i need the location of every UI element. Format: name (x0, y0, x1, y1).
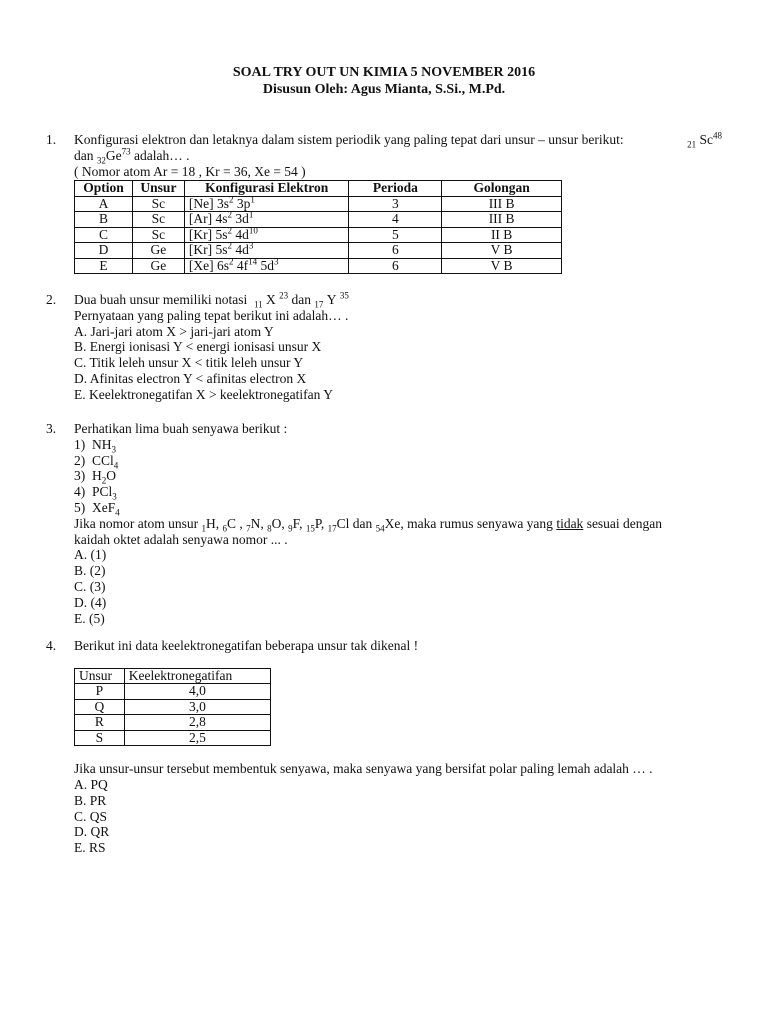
answer-option: E. Keelektronegatifan X > keelektronegatifan Y (74, 386, 333, 402)
answer-option: B. (2) (74, 563, 106, 579)
answer-option: E. RS (74, 840, 106, 856)
table-header-row (75, 668, 271, 684)
question-number: 4. (46, 638, 57, 653)
group-cell: V B (442, 258, 562, 274)
option-cell: B (75, 212, 133, 228)
question-number: 2. (46, 292, 57, 307)
answer-options (74, 324, 722, 403)
answer-options (74, 777, 722, 856)
question-intro: Perhatikan lima buah senyawa berikut : (74, 421, 288, 436)
configuration-cell: [Kr] $5s^2$ $4d^3$ (184, 243, 349, 259)
question-intro: Berikut ini data keelektronegatifan beberapa unsur tak dikenal ! (74, 638, 419, 653)
answer-option: A. PQ (74, 777, 108, 793)
answer-option: C. QS (74, 808, 108, 824)
configuration-cell: [Ar] $4s^2$ $3d^1$ (184, 212, 349, 228)
question-prompt-2: kaidah oktet adalah senyawa nomor ... . (74, 531, 288, 547)
table-row (75, 196, 562, 212)
table-row (75, 730, 271, 746)
option-cell: A (75, 196, 133, 212)
period-cell: 3 (349, 196, 442, 212)
element-cell: Ge (132, 258, 184, 274)
table-row (75, 699, 271, 715)
page-header (0, 64, 768, 98)
answer-options (74, 547, 722, 626)
question-stem: Dua buah unsur memiliki notasi $_{11}$ X $^{23}$ dan $_{17}$ Y $^{35}$ (74, 290, 349, 310)
element-cell: S (75, 730, 125, 746)
compound-item: 1) $NH_3$ (74, 436, 116, 455)
element-cell: Sc (132, 227, 184, 243)
emphasis-tidak: tidak (556, 515, 584, 531)
table-row (75, 684, 271, 700)
group-cell: V B (442, 243, 562, 259)
table-row (75, 227, 562, 243)
table-header-cell: Unsur (75, 668, 125, 684)
answer-option: D. Afinitas electron Y < afinitas electron X (74, 370, 307, 386)
electronegativity-cell: 2,5 (124, 730, 270, 746)
group-cell: II B (442, 227, 562, 243)
question-prompt: Jika nomor atom unsur $_1$H, $_6$C , $_7$N, $_8$O, $_9$F, $_{15}$P, $_{17}$Cl dan $_{54}$Xe, maka rumus senyawa yang tidak sesuai dengan (74, 515, 663, 534)
page-title: SOAL TRY OUT UN KIMIA 5 NOVEMBER 2016 (232, 65, 536, 80)
question-prompt: Jika unsur-unsur tersebut membentuk senyawa, maka senyawa yang bersifat polar paling lemah adalah … . (74, 761, 653, 777)
configuration-cell: [Ne] $3s^2$ $3p^1$ (184, 196, 349, 212)
group-cell: III B (442, 212, 562, 228)
period-cell: 5 (349, 227, 442, 243)
option-cell: C (75, 227, 133, 243)
nuclide-sc: $_{21}$ Sc$^{48}$ (687, 130, 722, 150)
answer-option: A. Jari-jari atom X > jari-jari atom Y (74, 323, 274, 339)
question-stem (74, 132, 722, 148)
configuration-cell: [Xe] $6s^2$ $4f^{14}$ $5d^3$ (184, 258, 349, 274)
electronegativity-cell: 4,0 (124, 684, 270, 700)
element-cell: Ge (132, 243, 184, 259)
answer-option: D. (4) (74, 594, 107, 610)
answer-option: D. QR (74, 824, 110, 840)
question-3 (46, 421, 722, 626)
question-number: 1. (46, 132, 57, 147)
electronegativity-cell: 2,8 (124, 715, 270, 731)
question-2 (46, 292, 722, 403)
compound-item: 4) PCl$_3$ (74, 484, 117, 502)
answer-option: B. Energi ionisasi Y < energi ionisasi unsur X (74, 339, 322, 355)
table-header-cell: Golongan (442, 181, 562, 197)
answer-option: C. Titik leleh unsur X < titik leleh unsur Y (74, 355, 304, 371)
table-header-cell: Option (75, 181, 133, 197)
question-prompt: Pernyataan yang paling tepat berikut ini adalah… . (74, 307, 349, 323)
question-1 (46, 132, 722, 274)
compound-item: 5) XeF$_4$ (74, 499, 120, 518)
atomic-number-note: ( Nomor atom Ar = 18 , Kr = 36, Xe = 54 ) (74, 163, 306, 179)
compound-item: 2) CCl$_4$ (74, 452, 119, 471)
question-4 (46, 638, 722, 856)
group-cell: III B (442, 196, 562, 212)
table-row (75, 212, 562, 228)
compound-item: 3) $H_2O$ (74, 468, 116, 487)
table-header-cell: Konfigurasi Elektron (184, 181, 349, 197)
configuration-table (74, 180, 562, 274)
table-row (75, 258, 562, 274)
electronegativity-cell: 3,0 (124, 699, 270, 715)
table-header-cell: Unsur (132, 181, 184, 197)
compound-list (74, 437, 722, 516)
table-header-cell: Keelektronegatifan (124, 668, 270, 684)
answer-option: B. PR (74, 792, 107, 808)
question-number: 3. (46, 421, 57, 436)
question-stem-2: dan $_{32}Ge^{73}$ adalah… . (74, 146, 190, 166)
table-row (75, 243, 562, 259)
answer-option: E. (5) (74, 610, 105, 626)
period-cell: 6 (349, 258, 442, 274)
atom-list: $_1$H, $_6$C , $_7$N, $_8$O, $_9$F, $_{15}$P, $_{17}$Cl dan $_{54}$Xe (201, 515, 401, 534)
table-header-row (75, 181, 562, 197)
option-cell: E (75, 258, 133, 274)
period-cell: 4 (349, 212, 442, 228)
element-cell: Q (75, 699, 125, 715)
element-cell: Sc (132, 196, 184, 212)
stem-text: Konfigurasi elektron dan letaknya dalam sistem periodik yang paling tepat dari unsur – unsur berikut: (74, 132, 624, 147)
element-cell: R (75, 715, 125, 731)
period-cell: 6 (349, 243, 442, 259)
table-header-cell: Perioda (349, 181, 442, 197)
answer-option: A. (1) (74, 547, 107, 563)
option-cell: D (75, 243, 133, 259)
element-cell: Sc (132, 212, 184, 228)
table-row (75, 715, 271, 731)
page-author: Disusun Oleh: Agus Mianta, S.Si., M.Pd. (262, 82, 506, 97)
configuration-cell: [Kr] $5s^2$ $4d^{10}$ (184, 227, 349, 243)
electronegativity-table (74, 668, 271, 747)
element-cell: P (75, 684, 125, 700)
answer-option: C. (3) (74, 578, 106, 594)
